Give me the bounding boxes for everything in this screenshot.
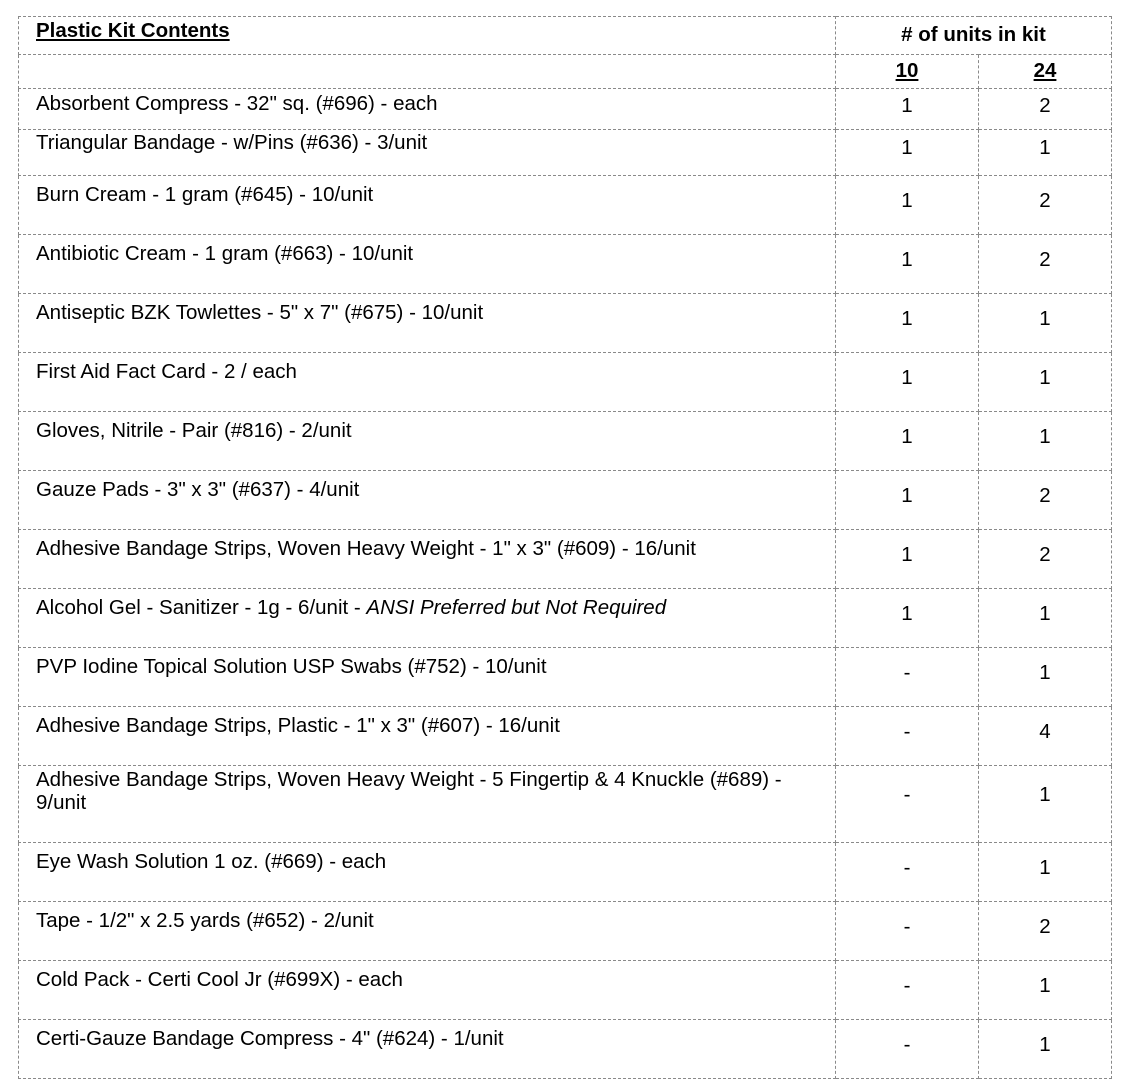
qty-kit-10: 1 xyxy=(836,530,979,589)
item-cell xyxy=(19,961,836,1020)
header-row xyxy=(19,17,1112,55)
qty-kit-24: 1 xyxy=(979,961,1112,1020)
item-description: Alcohol Gel - Sanitizer - 1g - 6/unit - xyxy=(36,596,367,619)
qty-kit-10: 1 xyxy=(836,235,979,294)
qty-kit-10: 1 xyxy=(836,89,979,130)
item-description: Antiseptic BZK Towlettes - 5" x 7" (#675) - 10/unit xyxy=(36,301,484,324)
item-cell xyxy=(19,902,836,961)
table-row xyxy=(19,1020,1112,1079)
item-cell xyxy=(19,235,836,294)
qty-kit-24: 1 xyxy=(979,353,1112,412)
header-title-cell xyxy=(19,17,836,55)
item-cell xyxy=(19,412,836,471)
item-cell xyxy=(19,530,836,589)
item-description: Certi-Gauze Bandage Compress - 4" (#624) - 1/unit xyxy=(36,1027,504,1050)
table-row xyxy=(19,89,1112,130)
units-header-cell xyxy=(836,17,1112,55)
qty-kit-10: 1 xyxy=(836,589,979,648)
item-cell xyxy=(19,294,836,353)
table-row xyxy=(19,648,1112,707)
qty-kit-24: 1 xyxy=(979,412,1112,471)
qty-kit-24: 2 xyxy=(979,902,1112,961)
table-row xyxy=(19,766,1112,843)
units-header: # of units in kit xyxy=(901,23,1046,47)
item-description: Gloves, Nitrile - Pair (#816) - 2/unit xyxy=(36,419,352,442)
item-description: Cold Pack - Certi Cool Jr (#699X) - each xyxy=(36,968,403,991)
table-row xyxy=(19,961,1112,1020)
item-cell xyxy=(19,589,836,648)
item-cell xyxy=(19,89,836,130)
item-description: Absorbent Compress - 32" sq. (#696) - each xyxy=(36,92,438,115)
qty-kit-10: - xyxy=(836,1020,979,1079)
qty-kit-10: 1 xyxy=(836,176,979,235)
item-note: ANSI Preferred but Not Required xyxy=(366,596,667,619)
table-row xyxy=(19,235,1112,294)
item-cell xyxy=(19,766,836,843)
table-row xyxy=(19,353,1112,412)
qty-kit-10: 1 xyxy=(836,412,979,471)
item-cell xyxy=(19,648,836,707)
table-row xyxy=(19,130,1112,176)
qty-kit-24: 1 xyxy=(979,843,1112,902)
qty-kit-24: 1 xyxy=(979,294,1112,353)
qty-kit-24: 2 xyxy=(979,176,1112,235)
item-description: Antibiotic Cream - 1 gram (#663) - 10/unit xyxy=(36,242,414,265)
qty-kit-10: - xyxy=(836,648,979,707)
item-description: Burn Cream - 1 gram (#645) - 10/unit xyxy=(36,183,374,206)
qty-kit-24: 1 xyxy=(979,589,1112,648)
qty-kit-10: - xyxy=(836,766,979,843)
item-description: First Aid Fact Card - 2 / each xyxy=(36,360,297,383)
table-row xyxy=(19,707,1112,766)
kit-size-10: 10 xyxy=(895,59,919,83)
item-description: Adhesive Bandage Strips, Woven Heavy Weight - 5 Fingertip & 4 Knuckle (#689) - 9/unit xyxy=(36,768,782,814)
qty-kit-10: 1 xyxy=(836,294,979,353)
item-description: PVP Iodine Topical Solution USP Swabs (#752) - 10/unit xyxy=(36,655,547,678)
qty-kit-24: 2 xyxy=(979,235,1112,294)
table-row xyxy=(19,412,1112,471)
qty-kit-24: 2 xyxy=(979,471,1112,530)
qty-kit-10: - xyxy=(836,843,979,902)
item-description: Tape - 1/2" x 2.5 yards (#652) - 2/unit xyxy=(36,909,374,932)
item-cell xyxy=(19,707,836,766)
qty-kit-24: 1 xyxy=(979,1020,1112,1079)
qty-kit-24: 1 xyxy=(979,648,1112,707)
item-cell xyxy=(19,843,836,902)
qty-kit-10: 1 xyxy=(836,471,979,530)
item-description: Adhesive Bandage Strips, Plastic - 1" x 3" (#607) - 16/unit xyxy=(36,714,560,737)
qty-kit-24: 2 xyxy=(979,89,1112,130)
table-row xyxy=(19,843,1112,902)
qty-kit-24: 1 xyxy=(979,130,1112,176)
kit-size-cell xyxy=(836,55,979,89)
table-row xyxy=(19,902,1112,961)
table-row xyxy=(19,176,1112,235)
table-row xyxy=(19,294,1112,353)
table-title: Plastic Kit Contents xyxy=(36,19,230,42)
qty-kit-10: - xyxy=(836,902,979,961)
item-cell xyxy=(19,176,836,235)
item-description: Adhesive Bandage Strips, Woven Heavy Weight - 1" x 3" (#609) - 16/unit xyxy=(36,537,696,560)
item-cell xyxy=(19,353,836,412)
item-cell xyxy=(19,130,836,176)
item-description: Gauze Pads - 3" x 3" (#637) - 4/unit xyxy=(36,478,360,501)
item-description: Triangular Bandage - w/Pins (#636) - 3/unit xyxy=(36,131,428,154)
kit-size-cell xyxy=(979,55,1112,89)
qty-kit-10: 1 xyxy=(836,130,979,176)
qty-kit-24: 1 xyxy=(979,766,1112,843)
item-description: Eye Wash Solution 1 oz. (#669) - each xyxy=(36,850,387,873)
table-row xyxy=(19,530,1112,589)
table-row xyxy=(19,471,1112,530)
kit-size-24: 24 xyxy=(1033,59,1057,83)
qty-kit-24: 4 xyxy=(979,707,1112,766)
qty-kit-10: 1 xyxy=(836,353,979,412)
item-cell xyxy=(19,1020,836,1079)
kit-contents-table xyxy=(18,16,1112,1079)
empty-cell xyxy=(19,55,836,89)
qty-kit-10: - xyxy=(836,961,979,1020)
table-row xyxy=(19,589,1112,648)
kit-size-row xyxy=(19,55,1112,89)
item-cell xyxy=(19,471,836,530)
qty-kit-24: 2 xyxy=(979,530,1112,589)
qty-kit-10: - xyxy=(836,707,979,766)
